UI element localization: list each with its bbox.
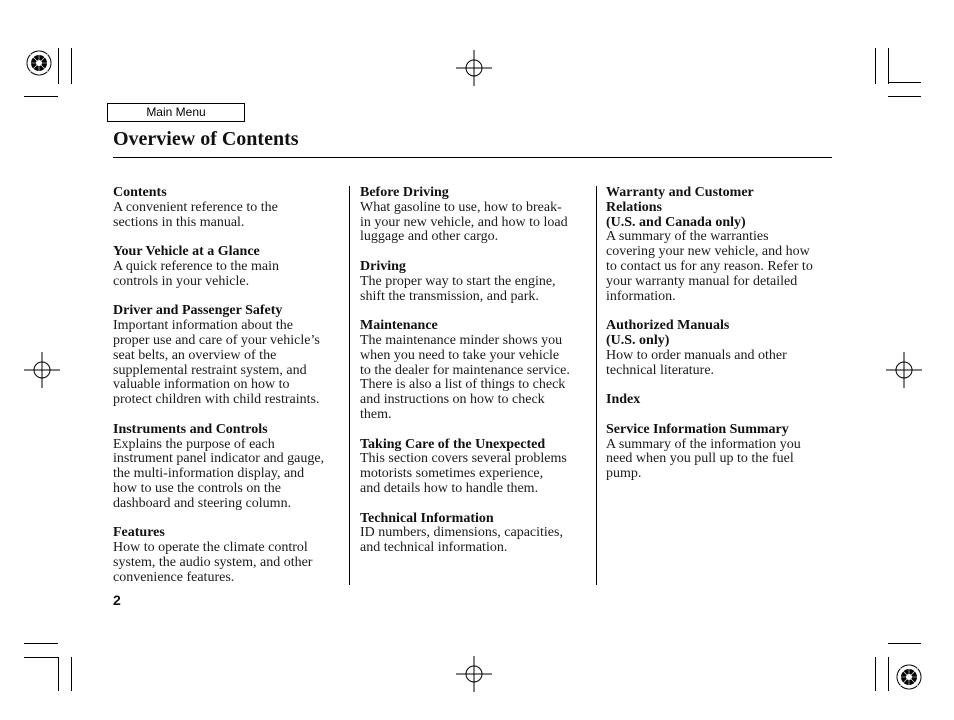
section-vehicle-at-a-glance[interactable] (113, 245, 345, 289)
crop-mark (888, 82, 921, 83)
section-driver-passenger-safety[interactable] (113, 304, 345, 408)
section-title[interactable]: Driver and Passenger Safety (113, 303, 283, 319)
crop-mark (888, 643, 921, 644)
section-title[interactable]: Instruments and Controls (113, 421, 268, 437)
crop-mark (888, 48, 889, 84)
section-description: Explains the purpose of each instrument panel indicator and gauge, the multi-information display, and how to use the controls on the dashboard and steering column. (113, 436, 325, 511)
section-driving[interactable] (360, 260, 592, 304)
section-instruments-controls[interactable] (113, 423, 345, 512)
page-title: Overview of Contents (113, 128, 299, 150)
crop-mark (24, 643, 58, 644)
section-description: A summary of the warranties covering your new vehicle, and how to contact us for any reason. Refer to your warranty manual for detailed information. (606, 229, 813, 304)
section-description: ID numbers, dimensions, capacities, and technical information. (360, 525, 563, 556)
crop-mark (875, 48, 876, 84)
section-description: A summary of the information you need when you pull up to the fuel pump. (606, 436, 801, 482)
page-number: 2 (113, 592, 121, 608)
crop-mark (24, 657, 58, 658)
crosshair-icon (24, 352, 60, 388)
section-description: The proper way to start the engine, shift the transmission, and park. (360, 273, 556, 304)
section-title[interactable]: Taking Care of the Unexpected (360, 436, 546, 452)
section-authorized-manuals[interactable] (606, 319, 836, 378)
column-3 (606, 186, 836, 497)
crosshair-icon (456, 656, 492, 692)
section-title[interactable]: Service Information Summary (606, 421, 789, 437)
section-description: How to order manuals and other technical literature. (606, 347, 787, 378)
section-description: A quick reference to the main controls in your vehicle. (113, 258, 279, 289)
section-title[interactable]: Warranty and Customer Relations (U.S. and Canada only) (606, 185, 754, 230)
crosshair-starburst-icon (894, 662, 924, 692)
section-description: Important information about the proper use and care of your vehicle’s seat belts, an overview of the supplemental restraint system, and valuable information on how to protect children with child restraints. (113, 318, 320, 408)
crop-mark (24, 96, 58, 97)
column-2 (360, 186, 592, 571)
column-divider (349, 186, 350, 585)
section-technical-information[interactable] (360, 512, 592, 556)
section-title[interactable]: Index (606, 392, 641, 408)
crop-mark (875, 657, 876, 691)
section-title[interactable]: Driving (360, 258, 406, 274)
section-service-information-summary[interactable] (606, 423, 836, 482)
crop-mark (888, 96, 921, 97)
crosshair-icon (456, 50, 492, 86)
section-contents[interactable] (113, 186, 345, 230)
crosshair-starburst-icon (24, 48, 54, 78)
crop-mark (888, 657, 889, 691)
crop-mark (58, 48, 59, 84)
section-description: The maintenance minder shows you when you need to take your vehicle to the dealer for maintenance service. There is also a list of things to check and instructions on how to check them. (360, 332, 570, 422)
section-title[interactable]: Authorized Manuals (U.S. only) (606, 318, 730, 348)
section-before-driving[interactable] (360, 186, 592, 245)
title-rule (113, 157, 832, 158)
column-1 (113, 186, 345, 600)
crop-mark (58, 657, 59, 691)
section-title[interactable]: Your Vehicle at a Glance (113, 244, 260, 260)
section-warranty-customer-relations[interactable] (606, 186, 836, 304)
crop-mark (71, 48, 72, 84)
section-description: How to operate the climate control system, the audio system, and other convenience features. (113, 540, 313, 585)
section-description: A convenient reference to the sections in this manual. (113, 199, 278, 230)
section-description: What gasoline to use, how to break- in your new vehicle, and how to load luggage and other cargo. (360, 199, 568, 245)
section-title[interactable]: Features (113, 525, 165, 541)
section-features[interactable] (113, 526, 345, 585)
crop-mark (71, 657, 72, 691)
section-maintenance[interactable] (360, 319, 592, 423)
section-taking-care-unexpected[interactable] (360, 438, 592, 497)
main-menu-button[interactable]: Main Menu (107, 103, 245, 122)
section-title[interactable]: Maintenance (360, 318, 438, 334)
section-description: This section covers several problems motorists sometimes experience, and details how to handle them. (360, 451, 567, 496)
section-title[interactable]: Contents (113, 185, 167, 200)
crosshair-icon (886, 352, 922, 388)
section-title[interactable]: Before Driving (360, 185, 449, 200)
section-index[interactable] (606, 393, 836, 408)
column-divider (596, 186, 597, 585)
section-title[interactable]: Technical Information (360, 510, 494, 526)
